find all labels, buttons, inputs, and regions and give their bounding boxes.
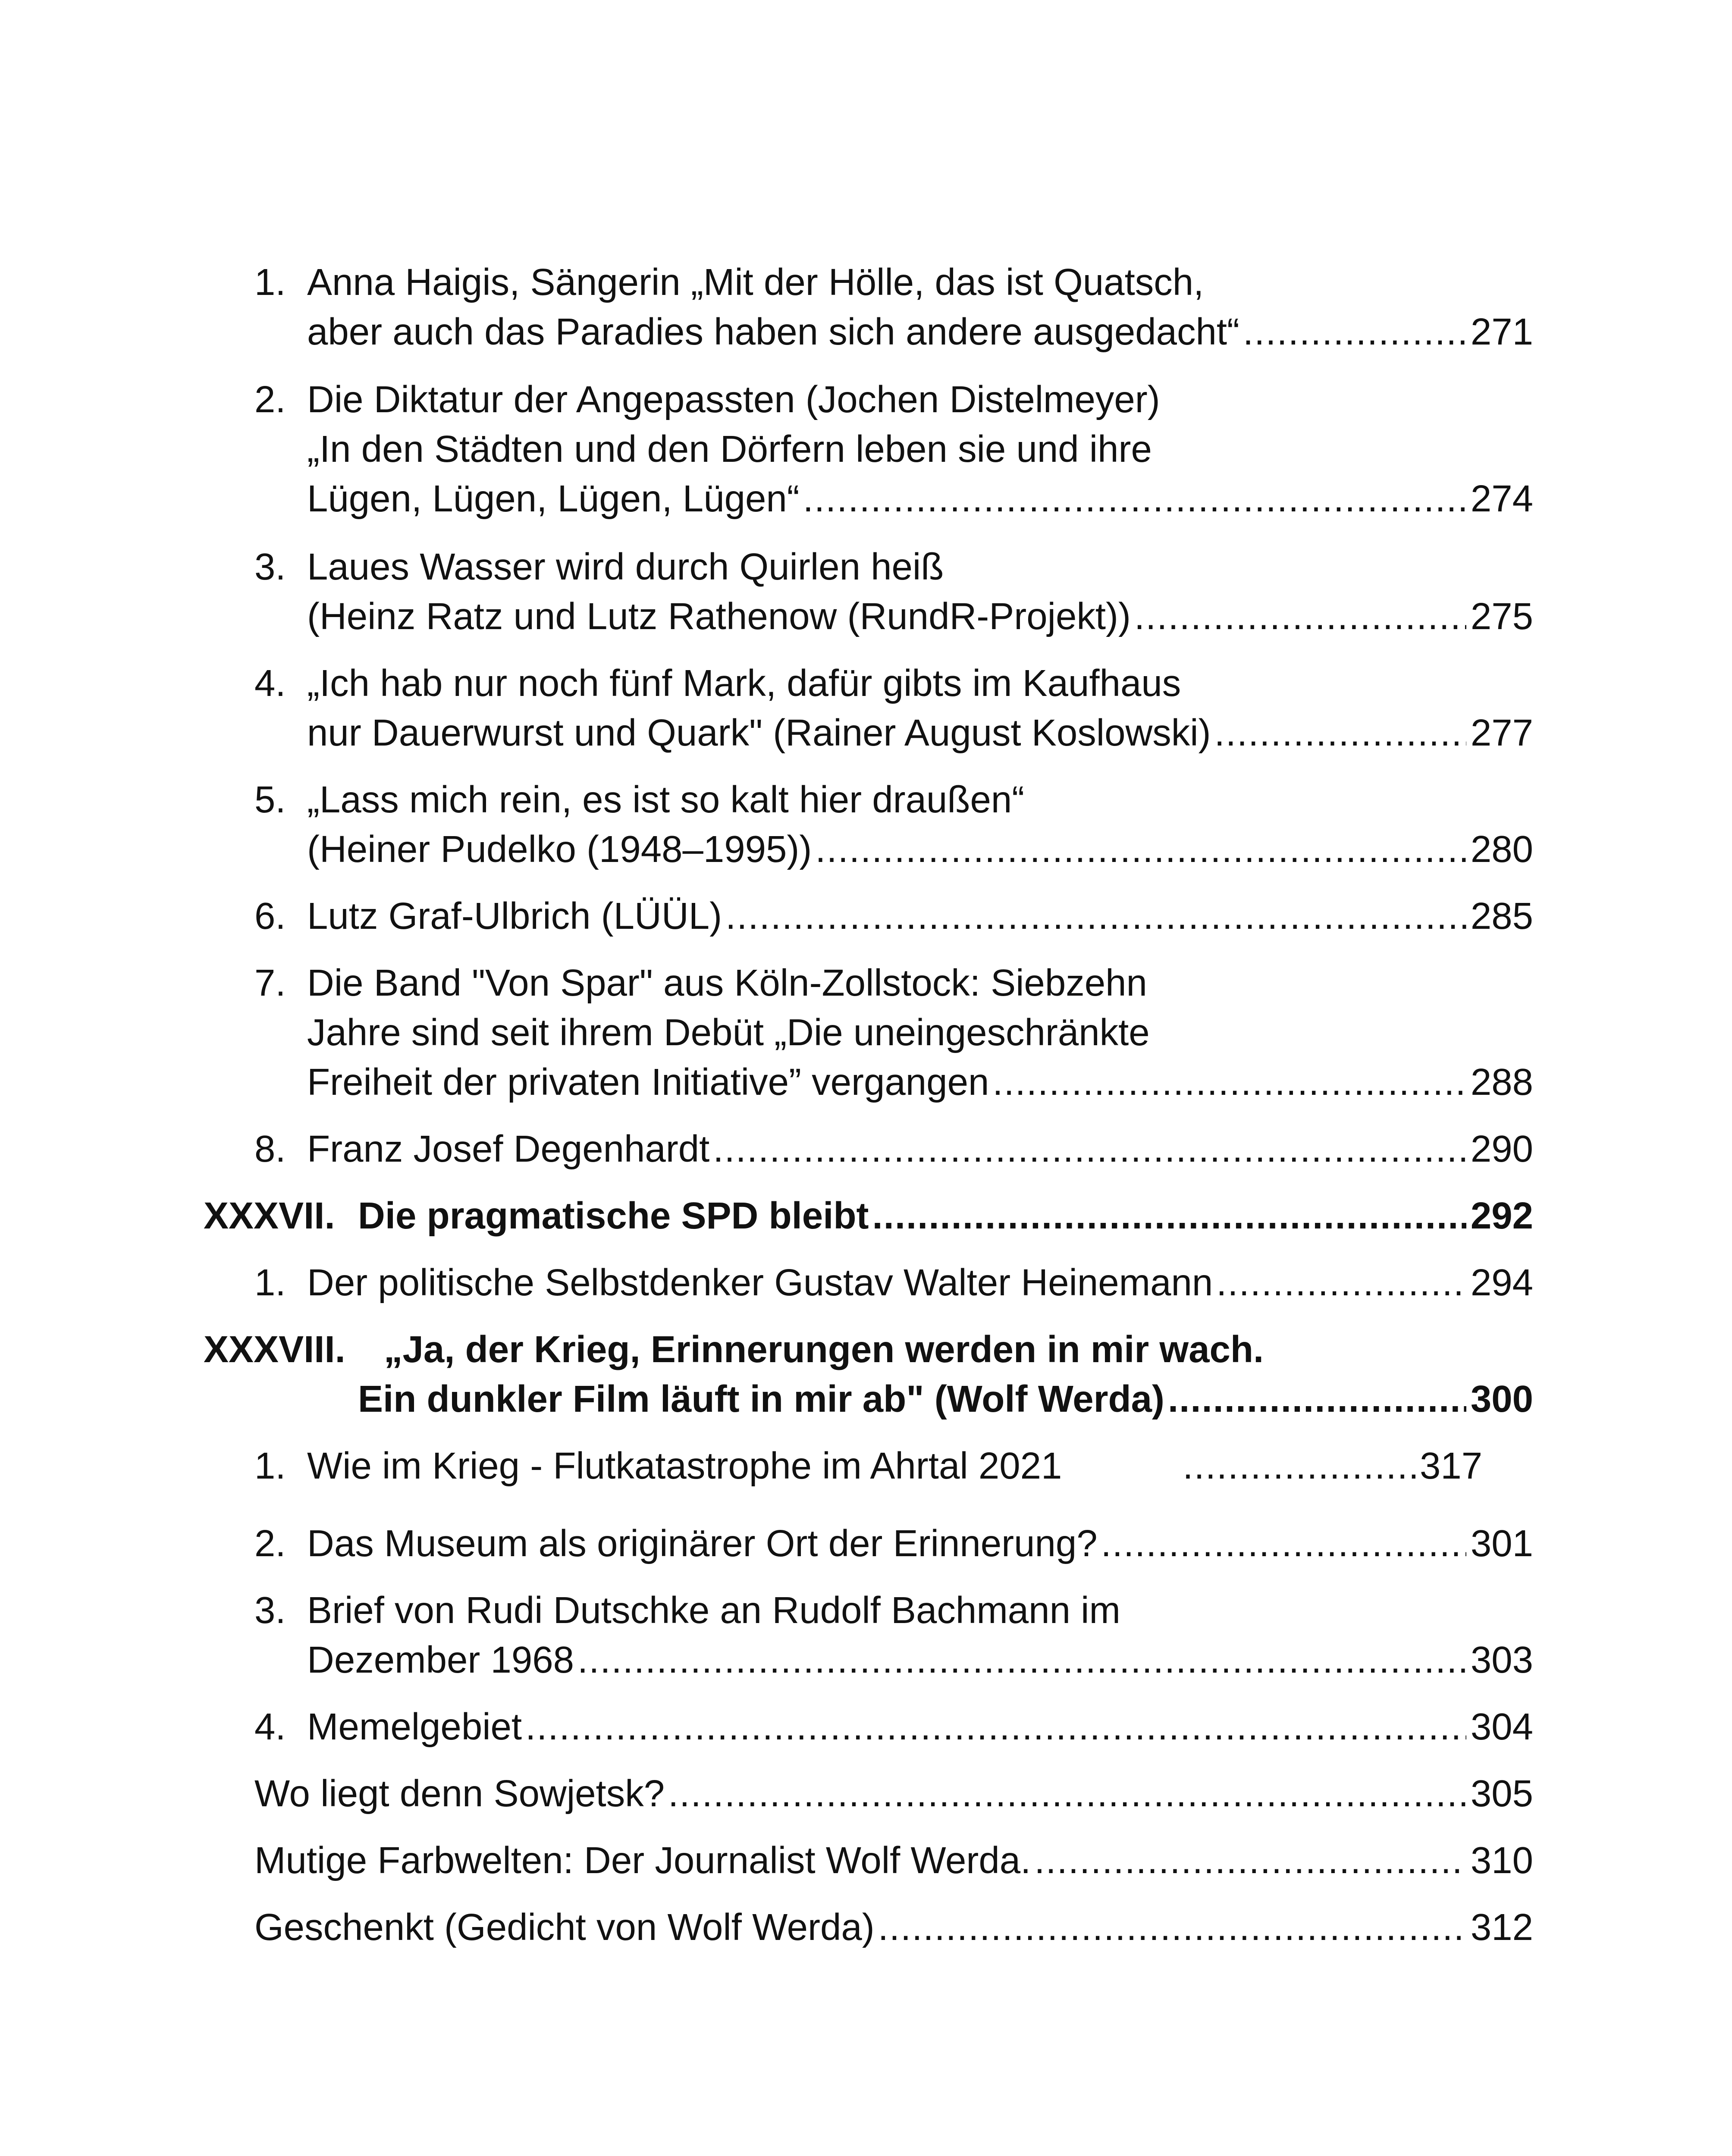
page-number: 274 bbox=[1470, 478, 1533, 520]
dot-leader bbox=[725, 890, 1466, 942]
entry-title: (Heinz Ratz und Lutz Rathenow (RundR-Projekt)) bbox=[307, 595, 1131, 637]
entry-line bbox=[307, 1634, 1533, 1686]
page-number: 301 bbox=[1470, 1523, 1533, 1564]
entry-line bbox=[307, 423, 1152, 475]
entry-line bbox=[307, 824, 1533, 875]
page-number: 312 bbox=[1470, 1906, 1533, 1948]
entry-line bbox=[307, 1056, 1533, 1108]
entry-line bbox=[358, 1190, 1533, 1242]
entry-line bbox=[307, 374, 1160, 426]
entry-title: Die Diktatur der Angepassten (Jochen Distelmeyer) bbox=[307, 379, 1160, 420]
entry-title: Franz Josef Degenhardt bbox=[307, 1128, 710, 1170]
entry-number: XXXVII. bbox=[204, 1195, 335, 1237]
entry-number: 2. bbox=[254, 379, 286, 420]
entry-line bbox=[307, 1701, 1533, 1753]
entry-title: Dezember 1968 bbox=[307, 1639, 574, 1681]
page-number: 275 bbox=[1470, 595, 1533, 637]
page-number: 280 bbox=[1470, 828, 1533, 870]
entry-title: aber auch das Paradies haben sich andere ausgedacht“ bbox=[307, 311, 1240, 353]
dot-leader bbox=[1101, 1518, 1466, 1570]
entry-line bbox=[307, 1257, 1533, 1309]
entry-line bbox=[384, 1324, 1264, 1376]
dot-leader bbox=[1134, 591, 1466, 642]
entry-line bbox=[307, 591, 1533, 642]
entry-title: Die Band "Von Spar" aus Köln-Zollstock: Siebzehn bbox=[307, 962, 1147, 1004]
entry-title: „Lass mich rein, es ist so kalt hier draußen“ bbox=[307, 779, 1025, 821]
dot-leader bbox=[1034, 1835, 1466, 1887]
entry-number: 2. bbox=[254, 1523, 286, 1564]
entry-number: 7. bbox=[254, 962, 286, 1004]
entry-line bbox=[307, 1007, 1150, 1059]
entry-line bbox=[307, 774, 1024, 826]
entry-number: 5. bbox=[254, 779, 286, 821]
entry-line bbox=[307, 890, 1533, 942]
entry-line bbox=[307, 473, 1533, 525]
entry-title: Die pragmatische SPD bleibt bbox=[358, 1195, 869, 1237]
dot-leader bbox=[1216, 1257, 1466, 1309]
entry-number: 1. bbox=[254, 1262, 286, 1304]
dot-leader bbox=[668, 1768, 1466, 1820]
entry-title: Brief von Rudi Dutschke an Rudolf Bachmann im bbox=[307, 1589, 1120, 1631]
entry-line bbox=[307, 1440, 1482, 1492]
entry-line bbox=[307, 257, 1204, 308]
dot-leader bbox=[878, 1902, 1466, 1953]
entry-number: 1. bbox=[254, 261, 286, 303]
entry-title: Memelgebiet bbox=[307, 1706, 522, 1748]
entry-number: 4. bbox=[254, 662, 286, 704]
entry-line bbox=[307, 1585, 1120, 1636]
dot-leader: ..................... bbox=[1183, 1445, 1420, 1487]
entry-title: Ein dunkler Film läuft in mir ab" (Wolf Werda) bbox=[358, 1378, 1164, 1420]
dot-leader bbox=[992, 1056, 1466, 1108]
entry-title: Anna Haigis, Sängerin „Mit der Hölle, das ist Quatsch, bbox=[307, 261, 1204, 303]
entry-line bbox=[307, 707, 1533, 759]
entry-title: (Heiner Pudelko (1948–1995)) bbox=[307, 828, 812, 870]
page-number: 290 bbox=[1470, 1128, 1533, 1170]
entry-title: Laues Wasser wird durch Quirlen heiß bbox=[307, 546, 944, 588]
page-number: 304 bbox=[1470, 1706, 1533, 1748]
entry-line bbox=[254, 1902, 1533, 1953]
entry-line bbox=[254, 1768, 1533, 1820]
entry-number: 1. bbox=[254, 1445, 286, 1487]
dot-leader bbox=[1214, 707, 1466, 759]
page-number: 310 bbox=[1470, 1839, 1533, 1881]
entry-title: „Ich hab nur noch fünf Mark, dafür gibts im Kaufhaus bbox=[307, 662, 1181, 704]
entry-title: Mutige Farbwelten: Der Journalist Wolf Werda. bbox=[254, 1839, 1031, 1881]
page-number: 294 bbox=[1470, 1262, 1533, 1304]
entry-title: Das Museum als originärer Ort der Erinnerung? bbox=[307, 1523, 1098, 1564]
entry-title: Wie im Krieg - Flutkatastrophe im Ahrtal 2021 bbox=[307, 1445, 1062, 1487]
entry-line bbox=[254, 1835, 1533, 1887]
dot-leader bbox=[1168, 1373, 1466, 1425]
entry-title: Der politische Selbstdenker Gustav Walter Heinemann bbox=[307, 1262, 1213, 1304]
page-number: 277 bbox=[1470, 712, 1533, 754]
entry-line bbox=[307, 957, 1147, 1009]
entry-number: 8. bbox=[254, 1128, 286, 1170]
entry-number: 3. bbox=[254, 1589, 286, 1631]
entry-number: XXXVIII. bbox=[204, 1329, 345, 1370]
dot-leader bbox=[872, 1190, 1466, 1242]
entry-line bbox=[307, 1123, 1533, 1175]
entry-line bbox=[307, 658, 1181, 709]
entry-number: 6. bbox=[254, 895, 286, 937]
entry-title: „In den Städten und den Dörfern leben sie und ihre bbox=[307, 428, 1152, 470]
page-number: 271 bbox=[1470, 311, 1533, 353]
dot-leader bbox=[815, 824, 1466, 875]
dot-leader bbox=[803, 473, 1466, 525]
dot-leader bbox=[1243, 306, 1466, 358]
page-number: 305 bbox=[1470, 1773, 1533, 1814]
dot-leader bbox=[577, 1634, 1466, 1686]
entry-line bbox=[358, 1373, 1533, 1425]
entry-line bbox=[307, 541, 944, 593]
entry-line bbox=[307, 1518, 1533, 1570]
entry-number: 4. bbox=[254, 1706, 286, 1748]
entry-title: Jahre sind seit ihrem Debüt „Die uneingeschränkte bbox=[307, 1012, 1150, 1053]
page-number: 292 bbox=[1470, 1195, 1533, 1237]
entry-line bbox=[307, 306, 1533, 358]
entry-title: Freiheit der privaten Initiative” vergangen bbox=[307, 1061, 989, 1103]
dot-leader bbox=[525, 1701, 1466, 1753]
entry-title: Geschenkt (Gedicht von Wolf Werda) bbox=[254, 1906, 875, 1948]
entry-title: Lügen, Lügen, Lügen, Lügen“ bbox=[307, 478, 800, 520]
entry-title: „Ja, der Krieg, Erinnerungen werden in mir wach. bbox=[384, 1329, 1264, 1370]
page-number: 300 bbox=[1470, 1378, 1533, 1420]
dot-leader bbox=[713, 1123, 1466, 1175]
entry-number: 3. bbox=[254, 546, 286, 588]
entry-title: nur Dauerwurst und Quark" (Rainer August Koslowski) bbox=[307, 712, 1211, 754]
page-number: 285 bbox=[1470, 895, 1533, 937]
page-number: 317 bbox=[1419, 1445, 1483, 1487]
entry-title: Wo liegt denn Sowjetsk? bbox=[254, 1773, 665, 1814]
page-number: 288 bbox=[1470, 1061, 1533, 1103]
entry-title: Lutz Graf-Ulbrich (LÜÜL) bbox=[307, 895, 722, 937]
page-number: 303 bbox=[1470, 1639, 1533, 1681]
